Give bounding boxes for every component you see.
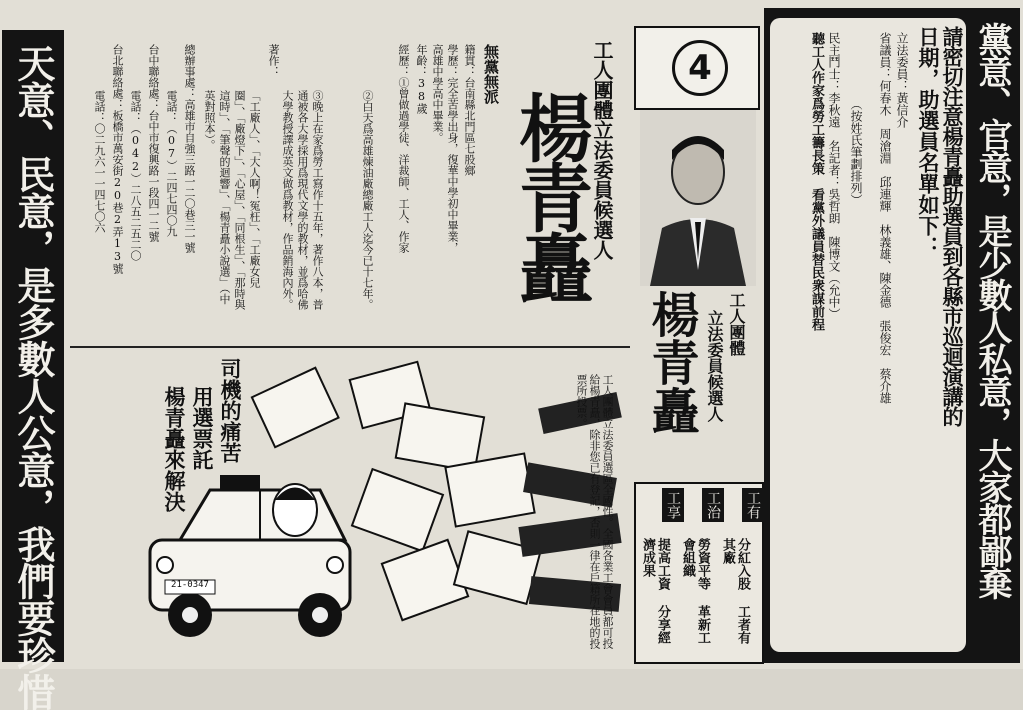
portrait-icon: [640, 110, 756, 286]
slogan-text-2: 勞資平等 革新工會組織: [680, 538, 710, 644]
voting-notice: 工人團體立法委員選區全國性。全國各業工會會員都可投給楊青矗，除非您已有登記，否則一律在戶籍所在地的投票所投票。: [575, 374, 614, 649]
notice-line-5: 聽工人作家爲勞工籌長策 看黨外議員替民衆謀前程: [809, 32, 824, 331]
experience-line: 經歷：①曾做過學徒、洋裁師、工人、作家: [397, 44, 410, 253]
notice-headline-2: 日期，助選員名單如下：: [916, 26, 941, 257]
notice-line-1: 立法委員：黃信介: [895, 32, 909, 128]
right-slogan-text: 黨意、官意，是少數人私意，大家都鄙棄: [972, 22, 1012, 598]
taichung-tel: 電話：（042）二八五二五二〇: [129, 90, 142, 261]
notice-frame: [764, 8, 1020, 663]
cartoon-title-1: 司機的痛苦: [218, 358, 243, 463]
taxi-cartoon-illustration: [70, 350, 630, 662]
number-box: [634, 26, 760, 110]
experience-line-3: ③晚上在家爲勞工寫作十五年，著作八本，普通被各大學採用爲現代文學的教材，並爲哈佛大學教授譯成英文做爲教材，作品銷海內外。: [281, 90, 324, 310]
education-line: 學歷：完全苦學出身，復華中學初中畢業，高雄中學高中畢業。: [431, 44, 459, 253]
license-plate: 21-0347: [171, 580, 209, 590]
origin-line: 籍貫：台南縣北門區七股鄉: [463, 44, 476, 176]
section-divider: [70, 346, 630, 348]
works-list: 「工廠人」、「大人啊！冤枉」、「工廠女兒圈」、「廠燈下」、「心屋」、「同根生」、「那時與這時」、「筆聲的迴響」、「楊青矗小說選」（中英對照本）。: [203, 90, 261, 310]
left-slogan-text: 天意、民意，是多數人公意，我們要珍惜: [11, 44, 55, 710]
left-slogan-banner: [2, 30, 64, 710]
experience-line-2: ②白天爲高雄煉油廠總廠工人迄今已十七年。: [361, 90, 374, 310]
age-line: 年齡：38歲: [415, 44, 428, 114]
taipei-tel: 電話：〇二九六一一四七〇六: [93, 90, 106, 233]
notice-line-3: （按姓氏筆劃排列）: [849, 98, 863, 206]
office-tel: 電話：（07）二四七四〇九: [165, 90, 178, 237]
slogan-group-3: [640, 488, 680, 656]
slogan-tag-2: 工治: [702, 488, 724, 522]
notice-line-2: 省議員：何春木 周滄淵 邱連輝 林義雄、陳金德 張俊宏 蔡介雄: [878, 32, 892, 404]
org-line: 工人團體立法委員候選人: [590, 40, 614, 260]
slogan-group-1: [720, 488, 760, 656]
notice-line-4: 民主鬥士：李秋遠 名記者：吳哲朗 陳博文（允中）: [827, 32, 841, 320]
slogan-text-1: 分紅入股 工者有其廠: [720, 538, 750, 644]
slogan-text-3: 提高工資 分享經濟成果: [640, 538, 670, 644]
slogans-box: [634, 482, 764, 664]
photo-role: 立法委員候選人: [705, 310, 724, 422]
photo-org: 工人團體: [727, 292, 746, 356]
taipei-line: 台北聯絡處：板橋市萬安街20巷2弄13號: [111, 44, 124, 274]
candidate-number: 4: [688, 48, 712, 88]
cartoon-title-2: 用選票託: [190, 386, 215, 470]
candidate-photo: [640, 110, 756, 286]
taichung-line: 台中聯絡處：台中市復興路一段四一二號: [147, 44, 160, 242]
photo-name: 楊青矗: [643, 290, 699, 434]
slogan-tag-3: 工享: [662, 488, 684, 522]
candidate-name-large: 楊青矗: [507, 90, 593, 300]
photo-column: [634, 12, 760, 662]
office-line: 總辦事處：高雄市自強三路一二〇巷三一號: [183, 44, 196, 253]
notice-inner: [770, 18, 966, 652]
works-head: 著作：: [267, 44, 280, 77]
party-line: 無黨無派: [482, 44, 500, 104]
candidate-info-block: [70, 30, 630, 350]
number-circle: [672, 40, 728, 96]
slogan-tag-1: 工有: [742, 488, 764, 522]
cartoon-area: [70, 350, 630, 662]
notice-headline-1: 請密切注意楊青矗助選員到各縣市巡迴演講的: [940, 26, 965, 426]
slogan-group-2: [680, 488, 720, 656]
cartoon-title-3: 楊青矗來解決: [162, 386, 187, 512]
